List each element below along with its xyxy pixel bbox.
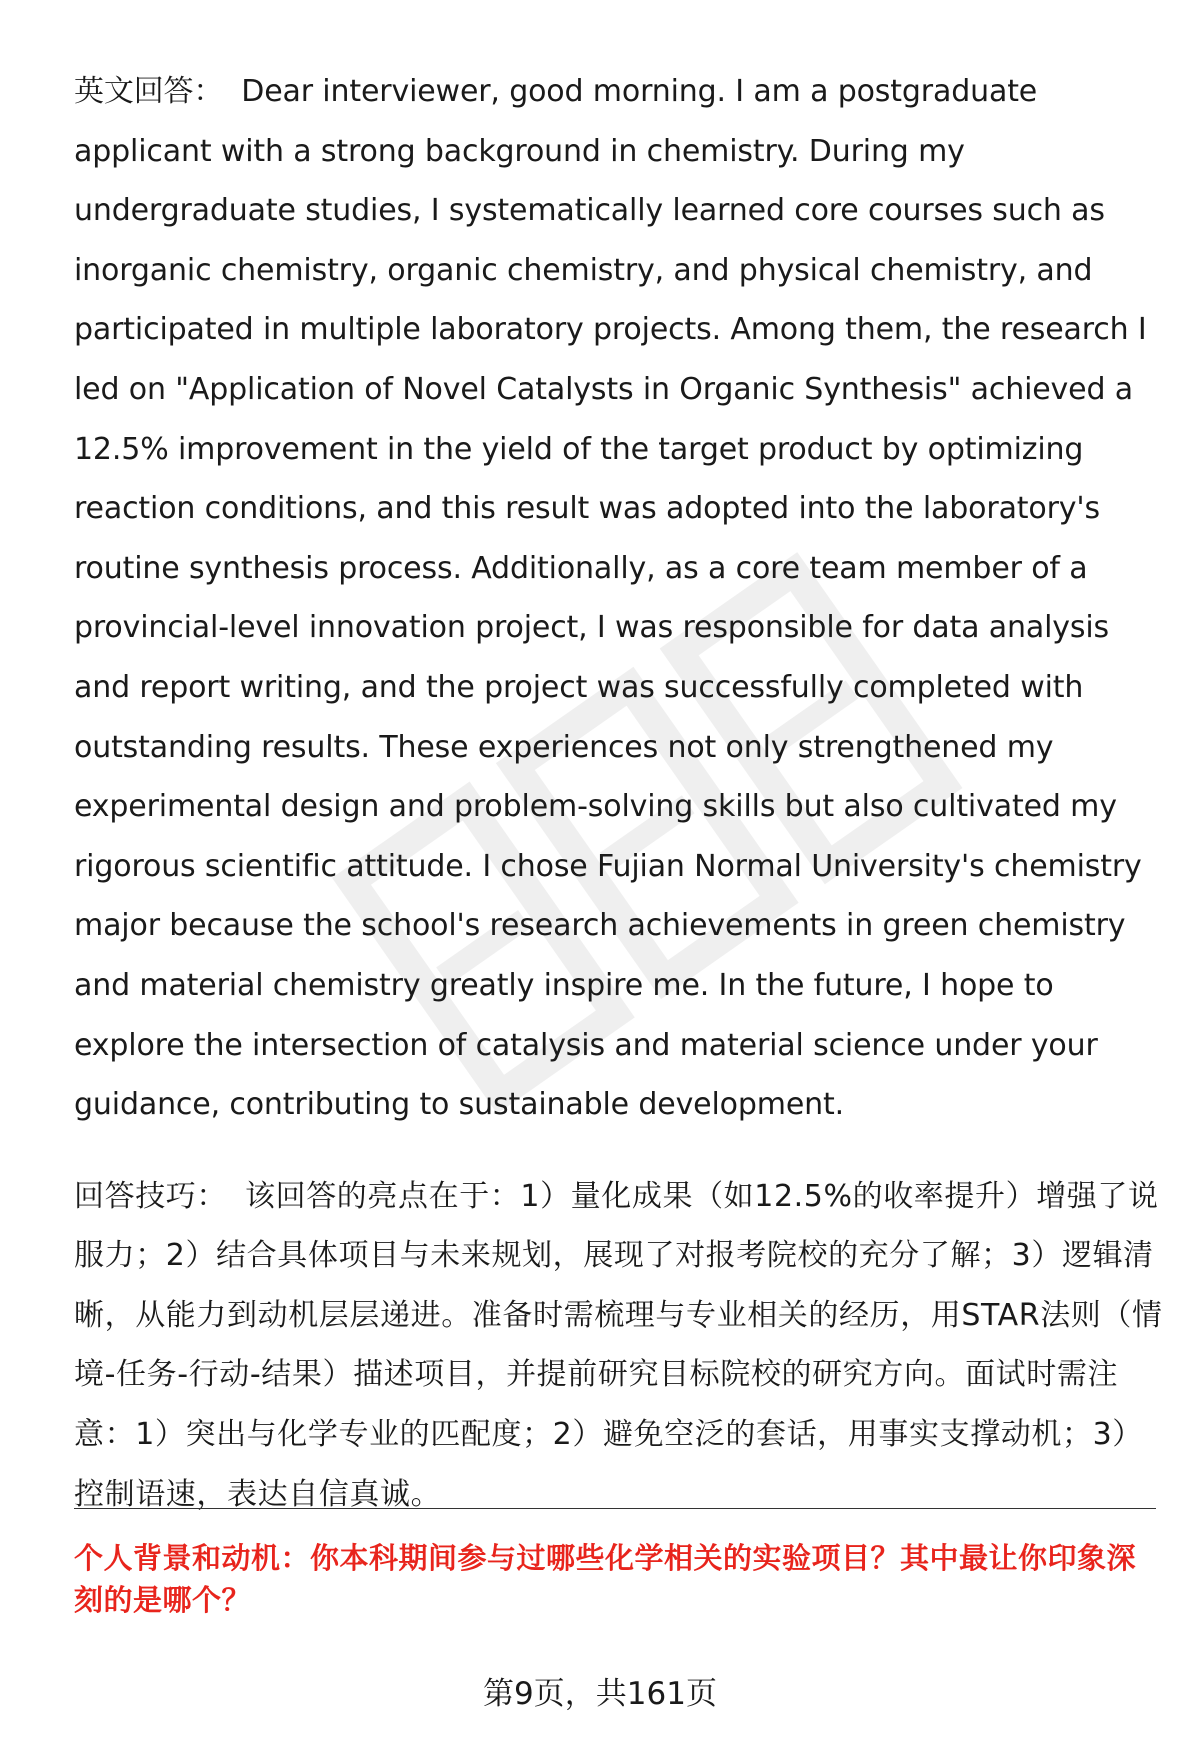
- english-answer-paragraph: [74, 62, 1164, 1135]
- next-question-heading: 个人背景和动机：你本科期间参与过哪些化学相关的实验项目？其中最让你印象深刻的是哪个？: [74, 1541, 1137, 1617]
- answer-tips-label: 回答技巧：: [74, 1178, 227, 1214]
- english-answer-label: 英文回答：: [74, 74, 224, 109]
- main-content: [74, 62, 1164, 1524]
- english-answer-text: Dear interviewer, good morning. I am a postgraduate applicant with a strong background in chemistry. During my undergraduate studies, I systematically learned core courses such as inorganic chemistry, organic chemistry, and physical chemistry, and participated in multiple laboratory projects. Among them, the research I led on "Application of Novel Catalysts in Organic Synthesis" achieved a 12.5% improvement in the yield of the target product by optimizing reaction conditions, and this result was adopted into the laboratory's routine synthesis process. Additionally, as a core team member of a provincial-level innovation project, I was responsible for data analysis and report writing, and the project was successfully completed with outstanding results. These experiences not only strengthened my experimental design and problem-solving skills but also cultivated my rigorous scientific attitude. I chose Fujian Normal University's chemistry major because the school's research achievements in green chemistry and material chemistry greatly inspire me. In the future, I hope to explore the intersection of catalysis and material science under your guidance, contributing to sustainable development.: [74, 74, 1147, 1123]
- page-footer: [0, 1674, 1200, 1714]
- section-divider: [74, 1508, 1156, 1509]
- answer-tips-paragraph: [74, 1167, 1164, 1525]
- page-number: 第9页，共161页: [483, 1676, 717, 1712]
- answer-tips-text: 该回答的亮点在于：1）量化成果（如12.5%的收率提升）增强了说服力；2）结合具体项目与未来规划，展现了对报考院校的充分了解；3）逻辑清晰，从能力到动机层层递进。准备时需梳理与专业相关的经历，用STAR法则（情境-任务-行动-结果）描述项目，并提前研究目标院校的研究方向。面试时需注意：1）突出与化学专业的匹配度；2）避免空泛的套话，用事实支撑动机；3）控制语速，表达自信真诚。: [74, 1178, 1163, 1512]
